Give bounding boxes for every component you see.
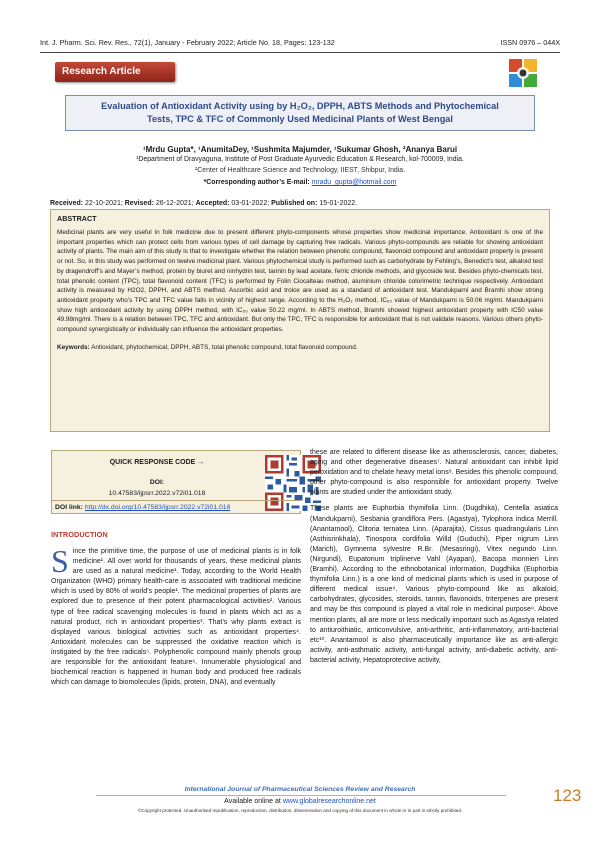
accepted-label: Accepted: — [195, 200, 230, 207]
journal-header — [40, 38, 560, 47]
issn-label: ISSN 0976 – 044X — [500, 38, 560, 47]
article-title-line-2: Tests, TPC & TFC of Commonly Used Medicinal Plants of West Bengal — [147, 114, 453, 124]
doi-label: DOI: — [149, 479, 165, 486]
header-rule — [40, 52, 560, 53]
revised-date: 26-12-2021; — [155, 200, 194, 207]
citation-line: Int. J. Pharm. Sci. Rev. Res., 72(1), January - February 2022; Article No. 18, Pages: 123-132 — [40, 38, 335, 47]
received-date: 22-10-2021; — [85, 200, 123, 207]
corresponding-email-link[interactable]: mradu_gupta@hotmail.com — [311, 179, 397, 186]
keywords — [57, 343, 543, 353]
article-title-line-1: Evaluation of Antioxidant Activity using by H₂O₂, DPPH, ABTS Methods and Phytochemical — [101, 101, 499, 111]
doi-link-label: DOI link: — [55, 504, 83, 511]
article-type-badge: Research Article — [55, 62, 175, 82]
affiliation-2: ²Center of Healthcare Science and Technology, IIEST, Shibpur, India. — [194, 167, 406, 174]
article-title-box — [65, 95, 535, 131]
footer-website-link[interactable]: www.globalresearchonline.net — [282, 798, 376, 805]
doi-link-row — [51, 500, 301, 514]
corresponding-label: *Corresponding author’s E-mail: — [203, 179, 310, 186]
intro-paragraph-2: these are related to different disease like as atherosclerosis, cancer, diabetes, aging and other degenerative diseases⁷. Natural antioxidant can inhibit lipid peroxidation and to chelate heavy metal ions⁸. Besides this phenolic compound, other phyto-compound is also responsible for antioxidant property. Twelve plants are studied under the antioxidant study. — [310, 449, 558, 497]
page-number: 123 — [553, 786, 582, 805]
intro-paragraph-1: ince the primitive time, the purpose of use of medicinal plants is in folk medicine¹. All over world for thousands of years, these medicinal plants are used as a natural medicine¹. Today, according to the World Health Organization (WHO) primary health-care is associated with traditional medicine which is used by 80% of world’s people¹. The medicinal properties of plants are explored due to presence of their potent pharmacological activities². Various type of free radical scavenging molecules is found in plants which act as a natural product, rich in antioxidant properties³. That’s why plants extract is displayed various biological activities such as antioxidant properties⁴. Antioxidant molecules can be suppressed the oxidative reaction which is instigated by the free radicals⁵. Polyphenolic compound mainly phenols group are responsible for the antioxidant feature⁶. Innumerable physiological and biochemical reaction is happened in human body and produced free radicals which can damage to biomolecules (lipids, protein, DNA), and eventually — [51, 548, 301, 687]
abstract-heading: ABSTRACT — [57, 214, 97, 223]
footer-rule — [96, 795, 506, 796]
received-label: Received: — [50, 200, 84, 207]
published-label: Published on: — [271, 200, 318, 207]
left-column — [51, 543, 301, 688]
right-column — [310, 448, 558, 666]
drop-cap: S — [51, 543, 69, 579]
footer-copyright: ©Copyright protected. Unauthorised republication, reproduction, distribution, dissemination and copying of this document in whole or in part is strictly prohibited. — [137, 808, 463, 813]
published-date: 15-01-2022. — [319, 200, 358, 207]
corresponding-author — [40, 178, 560, 188]
author-list: ¹Mrdu Gupta*, ¹AnumitaDey, ¹Sushmita Majumder, ¹Sukumar Ghosh, ²Ananya Barui — [142, 145, 458, 154]
revised-label: Revised: — [124, 200, 154, 207]
doi-link[interactable]: http://dx.doi.org/10.47583/ijpsrr.2022.v72i01.018 — [84, 504, 231, 511]
qr-label: QUICK RESPONSE CODE → — [109, 459, 205, 466]
footer-journal-name: International Journal of Pharmaceutical Sciences Review and Research — [184, 786, 416, 793]
journal-logo-icon — [508, 58, 538, 88]
abstract-text: Medicinal plants are very useful in folk medicine due to present different phyto-components whose properties show medicinal importance. Antioxidant is one of the important properties which can protect cells from various types of cell damage by capturing free radicals. Various phyto-compounds are reliable for showing antioxidant activity of plants. The main aim of this study is that to investigate whether the relation between phenolic compound, flavonoid compound and antioxidant property is present or not. So, in this study was performed on twelve medicinal plant. Various phytochemical study is performed such as carbohydrate by Fehling’s, Benedict’s test, alkaloid test by dragendroff’s and Mayer’s method, protein by biuret and ninhydrin test, tannin by lead acetate, ferric chloride methods, and glycoside test. Besides phyto-chemicals test, total phenolic content (TPC), total flavonoid content (TFC) is performed by Folin Ciocalteau method, aluminium chloride colorimetric technique respectively. Antioxidant activity is measured by H2O2, DPPH, and ABTS method. Ascorbic acid and trolox are used as a standard of antioxidant test. Mandukparni and Bramhi show strong antioxidant property who’s TPC and TFC value falls in vicinity of highest range. According to the H₂O₂ method, IC₅₀ value of Mandukparni is 50.06 mg/ml. Mandukparni show high antioxidant activity by using DPPH method, with IC₅₀ value 50.22 mg/ml. In ABTS method, Bramhi showed highest antioxidant property with IC50 value 49.98mg/ml. There is a relation between TPC, TFC and antioxidant. But only the TPC, TFC is responsible for antioxidant that is not validate reasons. Various others phyto-compound synergistically or individually can influence the antioxidant properties. — [57, 229, 543, 334]
abstract-box — [50, 209, 550, 432]
keywords-list: Antioxidant, phytochemical, DPPH, ABTS, total phenolic compound, total flavonoid compound. — [91, 343, 358, 351]
footer-available-label: Available online at — [224, 798, 281, 805]
keywords-label: Keywords: — [57, 343, 90, 351]
intro-paragraph-3: These plants are Euphorbia thymifolia Linn. (Dugdhika), Centella asiatica (Mandukparni), Sesbania grandiflora Pers. (Agastya), Tylophora indica Merrill. (Anantamool), Clitoria ternatea Linn. (Aparajita), Cissus quadrangularis Linn (Asthisrinkhala), Tinospora cordifolia Willd (Guduchi), Piper nigrum Linn (Marich), Gymnema sylvestre R.Br. (Mesasringi), Vitex negundo Linn. (Nirgundi), Eupatorium triplinerve Vahl (Ayapan), Bacopa monnieri Linn (Bramhi). According to the ethnobotanical information, Dugdhika (Euphorbia thymifolia Linn.) is a one kind of medicinal plants which is used in purpose of different medical issue⁹. Various phyto-compound like as alkaloid, carbohydrates, glycosides, steroids, tannin, flavonoids, triterpenes are present and may be this compound is played a vital role in medicinal purpose⁹. Above mention plants, all are more or less medically important such as Agastya related to antiuroithiatic, anticonvulsive, anti-arthritic, anti-inflammatory, anti-bacterial etc¹⁰. Anantamool is also pharmaceutically importance like as anti-allergic activity, anti-asthmatic activity, anti-fungal activity, anti-diabetic activity, anti-bacterial activity, Hepatoprotective activity, — [310, 505, 558, 664]
footer-availability — [40, 798, 560, 805]
introduction-heading: INTRODUCTION — [51, 530, 108, 539]
doi-value: 10.47583/ijpsrr.2022.v72i01.018 — [108, 490, 206, 497]
accepted-date: 03-01-2022; — [231, 200, 270, 207]
article-dates — [50, 199, 357, 209]
affiliation-1: ¹Department of Dravyaguna, Institute of Post Graduate Ayurvedic Education & Research, kol-700009, India. — [136, 156, 464, 163]
